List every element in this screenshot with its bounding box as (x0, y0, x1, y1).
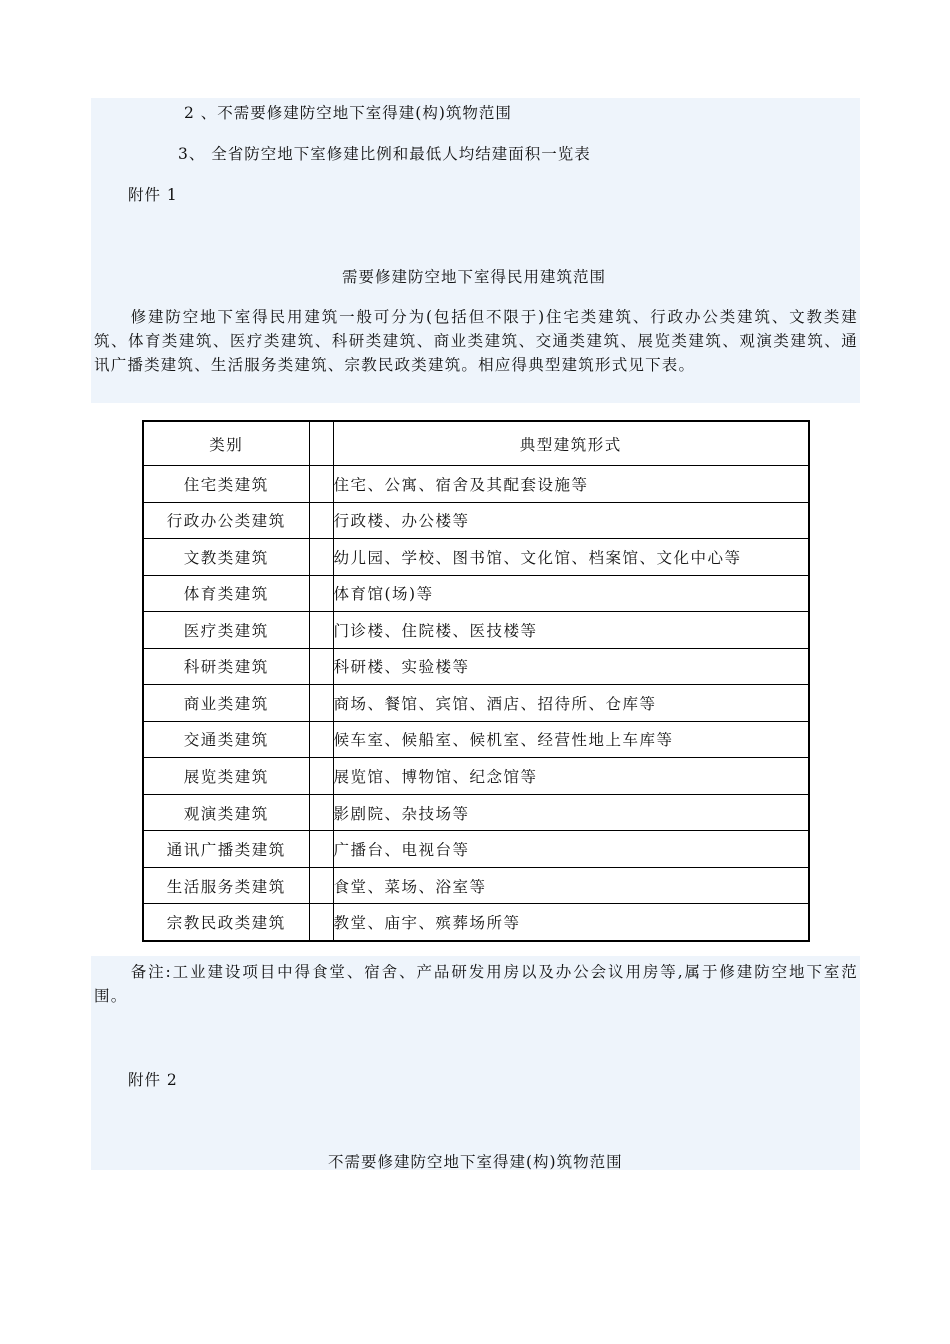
row-category: 观演类建筑 (143, 794, 309, 831)
table-row (143, 867, 809, 904)
header-spacer (309, 421, 333, 466)
table-row (143, 685, 809, 722)
table-row (143, 721, 809, 758)
row-forms: 行政楼、办公楼等 (333, 502, 809, 539)
attachment2-label: 附件 2 (128, 1071, 178, 1089)
row-category: 住宅类建筑 (143, 466, 309, 503)
table-body (143, 466, 809, 942)
row-category: 文教类建筑 (143, 539, 309, 576)
table-row (143, 648, 809, 685)
attachment1-title: 需要修建防空地下室得民用建筑范围 (342, 268, 607, 286)
table-row (143, 612, 809, 649)
row-category: 体育类建筑 (143, 575, 309, 612)
row-spacer (309, 867, 333, 904)
note-paragraph (94, 960, 858, 1008)
row-category: 行政办公类建筑 (143, 502, 309, 539)
row-spacer (309, 831, 333, 868)
row-category: 医疗类建筑 (143, 612, 309, 649)
row-spacer (309, 904, 333, 941)
row-spacer (309, 721, 333, 758)
table-row (143, 794, 809, 831)
row-spacer (309, 466, 333, 503)
row-spacer (309, 794, 333, 831)
row-spacer (309, 648, 333, 685)
row-spacer (309, 758, 333, 795)
attachment1-paragraph (94, 305, 858, 377)
building-types-table (142, 420, 810, 942)
attachment1-paragraph-text: 修建防空地下室得民用建筑一般可分为(包括但不限于)住宅类建筑、行政办公类建筑、文教类建筑、体育类建筑、医疗类建筑、科研类建筑、商业类建筑、交通类建筑、展览类建筑、观演类建筑、通讯广播类建筑、生活服务类建筑、宗教民政类建筑。相应得典型建筑形式见下表。 (94, 308, 858, 374)
row-category: 生活服务类建筑 (143, 867, 309, 904)
row-forms: 展览馆、博物馆、纪念馆等 (333, 758, 809, 795)
table-row (143, 758, 809, 795)
row-forms: 食堂、菜场、浴室等 (333, 867, 809, 904)
table-header-row (143, 421, 809, 466)
row-spacer (309, 575, 333, 612)
table-row (143, 831, 809, 868)
header-category: 类别 (143, 421, 309, 466)
row-category: 通讯广播类建筑 (143, 831, 309, 868)
intro-list-item-2: 2 、不需要修建防空地下室得建(构)筑物范围 (184, 104, 512, 122)
row-category: 交通类建筑 (143, 721, 309, 758)
table-row (143, 904, 809, 941)
row-forms: 科研楼、实验楼等 (333, 648, 809, 685)
row-forms: 广播台、电视台等 (333, 831, 809, 868)
row-category: 科研类建筑 (143, 648, 309, 685)
row-spacer (309, 502, 333, 539)
table-row (143, 539, 809, 576)
row-spacer (309, 685, 333, 722)
row-category: 展览类建筑 (143, 758, 309, 795)
table-row (143, 502, 809, 539)
attachment1-label: 附件 1 (128, 186, 178, 204)
row-forms: 候车室、候船室、候机室、经营性地上车库等 (333, 721, 809, 758)
row-forms: 幼儿园、学校、图书馆、文化馆、档案馆、文化中心等 (333, 539, 809, 576)
row-spacer (309, 539, 333, 576)
row-category: 商业类建筑 (143, 685, 309, 722)
row-forms: 商场、餐馆、宾馆、酒店、招待所、仓库等 (333, 685, 809, 722)
intro-list-item-3: 3、 全省防空地下室修建比例和最低人均结建面积一览表 (178, 145, 591, 163)
row-forms: 体育馆(场)等 (333, 575, 809, 612)
table-row (143, 466, 809, 503)
row-forms: 住宅、公寓、宿舍及其配套设施等 (333, 466, 809, 503)
attachment2-title: 不需要修建防空地下室得建(构)筑物范围 (328, 1153, 623, 1171)
row-forms: 门诊楼、住院楼、医技楼等 (333, 612, 809, 649)
row-forms: 影剧院、杂技场等 (333, 794, 809, 831)
note-text: 备注:工业建设项目中得食堂、宿舍、产品研发用房以及办公会议用房等,属于修建防空地下室范围。 (94, 963, 858, 1005)
row-spacer (309, 612, 333, 649)
header-forms: 典型建筑形式 (333, 421, 809, 466)
table-row (143, 575, 809, 612)
row-category: 宗教民政类建筑 (143, 904, 309, 941)
row-forms: 教堂、庙宇、殡葬场所等 (333, 904, 809, 941)
